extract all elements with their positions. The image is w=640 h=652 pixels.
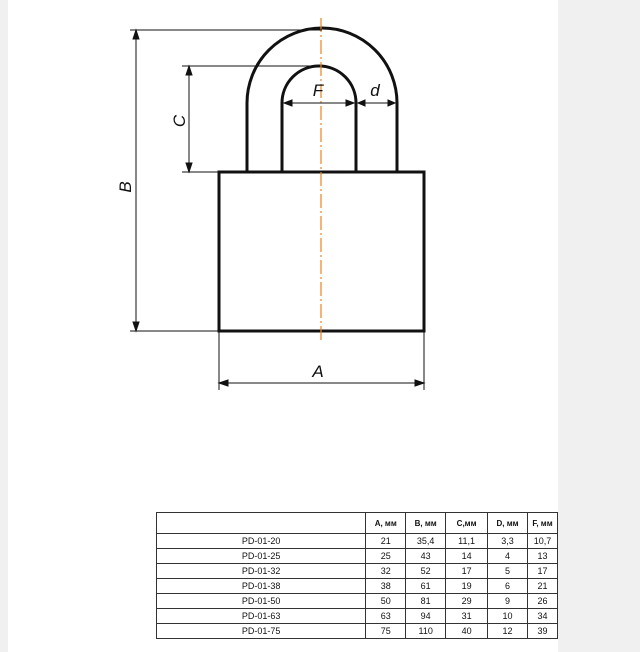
cell-b: 81 xyxy=(406,594,446,609)
cell-f: 34 xyxy=(528,609,558,624)
dimension-d xyxy=(358,100,395,106)
label-f: F xyxy=(312,81,324,100)
cell-f: 17 xyxy=(528,564,558,579)
cell-c: 14 xyxy=(446,549,488,564)
label-d: d xyxy=(370,81,380,100)
dimension-f xyxy=(284,100,354,106)
table-row xyxy=(157,549,558,564)
cell-b: 61 xyxy=(406,579,446,594)
header-f: F, мм xyxy=(528,513,558,534)
header-b: B, мм xyxy=(406,513,446,534)
cell-c: 19 xyxy=(446,579,488,594)
cell-f: 39 xyxy=(528,624,558,639)
cell-model: PD-01-63 xyxy=(157,609,366,624)
cell-d: 10 xyxy=(488,609,528,624)
table-row xyxy=(157,564,558,579)
table-row xyxy=(157,594,558,609)
label-a: A xyxy=(312,362,324,381)
cell-c: 40 xyxy=(446,624,488,639)
cell-f: 21 xyxy=(528,579,558,594)
cell-d: 6 xyxy=(488,579,528,594)
cell-d: 5 xyxy=(488,564,528,579)
shackle-outer xyxy=(247,28,397,172)
cell-d: 9 xyxy=(488,594,528,609)
table-row xyxy=(157,624,558,639)
cell-model: PD-01-38 xyxy=(157,579,366,594)
padlock-dimension-drawing xyxy=(8,0,558,420)
cell-d: 4 xyxy=(488,549,528,564)
cell-b: 43 xyxy=(406,549,446,564)
cell-c: 17 xyxy=(446,564,488,579)
header-d: D, мм xyxy=(488,513,528,534)
cell-a: 21 xyxy=(366,534,406,549)
table-row xyxy=(157,534,558,549)
cell-f: 10,7 xyxy=(528,534,558,549)
cell-f: 13 xyxy=(528,549,558,564)
cell-b: 52 xyxy=(406,564,446,579)
cell-a: 38 xyxy=(366,579,406,594)
cell-model: PD-01-50 xyxy=(157,594,366,609)
cell-b: 35,4 xyxy=(406,534,446,549)
cell-a: 75 xyxy=(366,624,406,639)
cell-a: 25 xyxy=(366,549,406,564)
cell-f: 26 xyxy=(528,594,558,609)
cell-c: 11,1 xyxy=(446,534,488,549)
cell-model: PD-01-32 xyxy=(157,564,366,579)
cell-model: PD-01-20 xyxy=(157,534,366,549)
table-header-row xyxy=(157,513,558,534)
table-row xyxy=(157,609,558,624)
cell-a: 50 xyxy=(366,594,406,609)
cell-c: 31 xyxy=(446,609,488,624)
cell-c: 29 xyxy=(446,594,488,609)
cell-a: 32 xyxy=(366,564,406,579)
cell-d: 3,3 xyxy=(488,534,528,549)
cell-b: 94 xyxy=(406,609,446,624)
table-row xyxy=(157,579,558,594)
label-c: C xyxy=(170,114,189,128)
header-a: A, мм xyxy=(366,513,406,534)
cell-model: PD-01-75 xyxy=(157,624,366,639)
cell-b: 110 xyxy=(406,624,446,639)
cell-d: 12 xyxy=(488,624,528,639)
cell-model: PD-01-25 xyxy=(157,549,366,564)
spec-sheet xyxy=(8,0,558,652)
cell-a: 63 xyxy=(366,609,406,624)
header-model xyxy=(157,513,366,534)
dimensions-table xyxy=(156,512,558,639)
header-c: C,мм xyxy=(446,513,488,534)
label-b: B xyxy=(116,181,135,193)
